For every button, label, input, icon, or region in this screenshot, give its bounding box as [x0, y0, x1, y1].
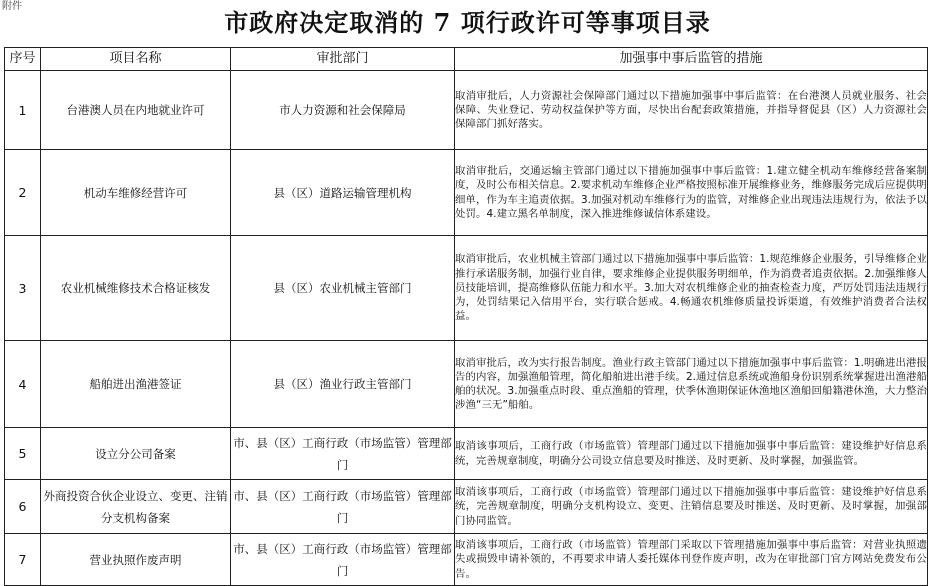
row-number: 4: [5, 341, 41, 428]
header-item-name: 项目名称: [41, 48, 231, 71]
item-name: 船舶进出渔港签证: [41, 341, 231, 428]
row-number: 6: [5, 480, 41, 534]
row-number: 3: [5, 236, 41, 341]
supervision-measure: 取消该事项后，工商行政（市场监管）管理部门通过以下措施加强事中事后监管：建设维护好信息系统，完善规章制度，明确分支机构设立、变更、注销信息要及时推送、及时更新、及时掌握，加强部门协同监管。: [455, 486, 927, 527]
approval-department: 县（区）农业机械主管部门: [231, 236, 455, 341]
approval-department: 市、县（区）工商行政（市场监管）管理部门: [231, 428, 455, 480]
table-row: [5, 534, 928, 586]
item-name: 台港澳人员在内地就业许可: [41, 71, 231, 150]
item-name: 营业执照作废声明: [41, 534, 231, 586]
row-number: 7: [5, 534, 41, 586]
approval-department: 市、县（区）工商行政（市场监管）管理部门: [231, 534, 455, 586]
approval-department: 县（区）道路运输管理机构: [231, 150, 455, 236]
supervision-measure: 取消审批后，改为实行报告制度。渔业行政主管部门通过以下措施加强事中事后监管：1.明确进出港报告的内容，加强渔船管理，简化船舶进出港手续。2.通过信息系统或渔船身份识别系统掌握进出渔港船舶的状况。3.加强重点时段、重点渔船的管理，伏季休渔期保证休渔地区渔船回船籍港休渔，大力整治涉渔“三无”船舶。: [455, 356, 927, 412]
header-supervision-measures: 加强事中事后监管的措施: [455, 48, 928, 71]
supervision-measure: 取消审批后，人力资源社会保障部门通过以下措施加强事中事后监管：在台港澳人员就业服务、社会保障、失业登记、劳动权益保护等方面，尽快出台配套政策措施，并指导督促县（区）人力资源社会保障部门抓好落实。: [455, 89, 927, 131]
table-row: [5, 150, 928, 236]
item-name: 设立分公司备案: [41, 428, 231, 480]
item-name: 外商投资合伙企业设立、变更、注销分支机构备案: [41, 480, 231, 534]
header-number: 序号: [5, 48, 41, 71]
approval-department: 县（区）渔业行政主管部门: [231, 341, 455, 428]
table-row: [5, 71, 928, 150]
table-row: [5, 428, 928, 480]
table-row: [5, 236, 928, 341]
table-row: [5, 480, 928, 534]
supervision-measure: 取消审批后，农业机械主管部门通过以下措施加强事中事后监管：1.规范维修企业服务，引导维修企业推行承诺服务制，加强行业自律，要求维修企业提供服务明细单，作为消费者追责依据。2.加强维修人员技能培训，提高维修队伍能力和水平。3.加大对农机维修企业的抽查检查力度，严厉处罚违法违规行为，处罚结果记入信用平台，实行联合惩戒。4.畅通农机维修质量投诉渠道，有效维护消费者合法权益。: [455, 253, 927, 323]
document-title: 市政府决定取消的 7 项行政许可等事项目录: [224, 8, 711, 37]
item-name: 机动车维修经营许可: [41, 150, 231, 236]
row-number: 1: [5, 71, 41, 150]
table-row: [5, 341, 928, 428]
row-number: 2: [5, 150, 41, 236]
supervision-measure: 取消审批后，交通运输主管部门通过以下措施加强事中事后监管：1.建立健全机动车维修经营备案制度，及时公布相关信息。2.要求机动车维修企业严格按照标准开展维修业务，维修服务完成后应提供明细单，作为车主追责依据。3.加强对机动车维修行为的监管，对维修企业出现违法违规行为，依法予以处罚。4.建立黑名单制度，深入推进维修诚信体系建设。: [455, 165, 927, 220]
item-name: 农业机械维修技术合格证核发: [41, 236, 231, 341]
header-approval-department: 审批部门: [231, 48, 455, 71]
row-number: 5: [5, 428, 41, 480]
supervision-measure: 取消该事项后，工商行政（市场监管）管理部门采取以下管理措施加强事中事后监管：对营业执照遗失或损毁申请补领的，不再要求申请人委托媒体刊登作废声明，改为在审批部门官方网站免费发布公告。: [455, 539, 927, 580]
supervision-measure: 取消该事项后，工商行政（市场监管）管理部门通过以下措施加强事中事后监管：建设维护好信息系统，完善规章制度，明确分公司设立信息要及时推送、及时更新、及时掌握，加强监管。: [455, 440, 927, 467]
table-header-row: [5, 48, 928, 71]
approval-department: 市、县（区）工商行政（市场监管）管理部门: [231, 480, 455, 534]
approval-department: 市人力资源和社会保障局: [231, 71, 455, 150]
attachment-label: 附件: [2, 1, 22, 12]
permits-table: [4, 47, 928, 586]
